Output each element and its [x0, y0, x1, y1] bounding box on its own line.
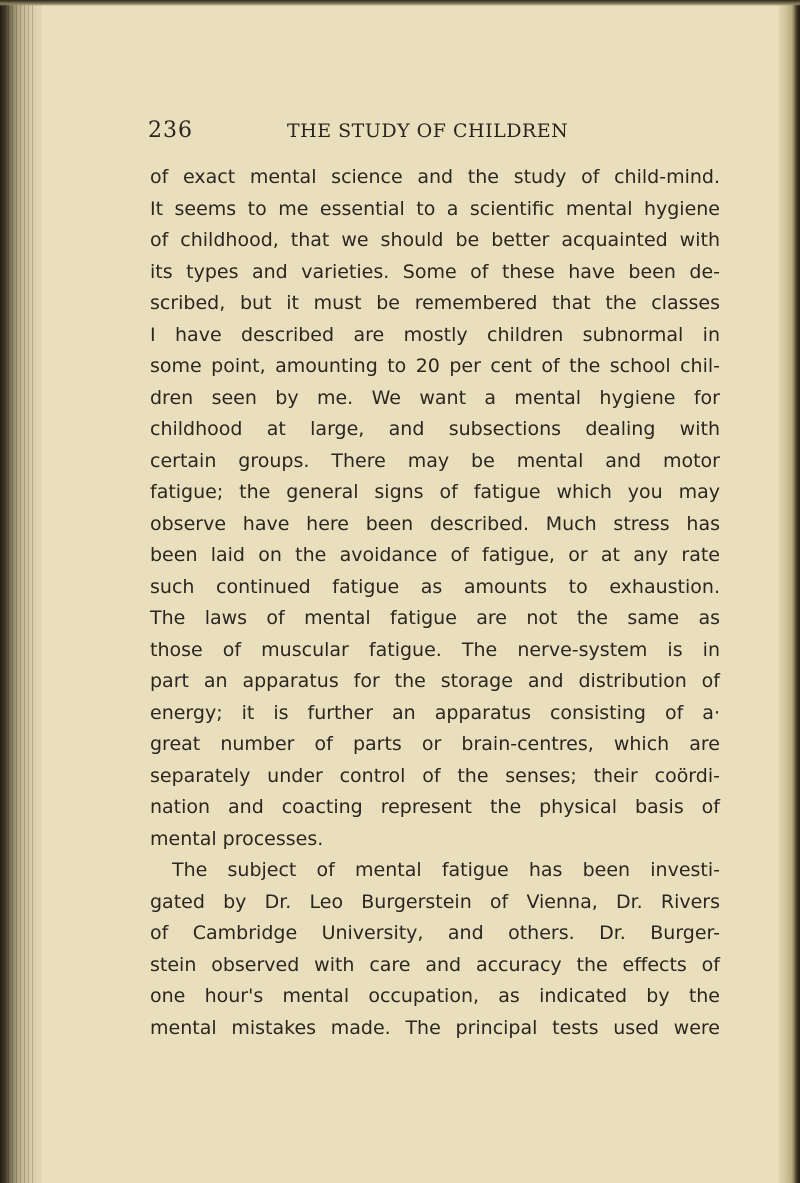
text-line: scribed, but it must be remembered that the classes	[150, 292, 720, 314]
page-edges-left	[4, 0, 34, 1183]
running-head: THE STUDY OF CHILDREN	[287, 120, 569, 142]
body-text	[150, 162, 720, 1044]
text-line: those of muscular fatigue. The nerve-system is in	[150, 638, 720, 661]
text-line: mental mistakes made. The principal tests used were	[150, 1016, 720, 1039]
text-line: its types and varieties. Some of these have been de-	[150, 260, 720, 283]
text-line: of Cambridge University, and others. Dr. Burger-	[150, 922, 720, 944]
text-line: certain groups. There may be mental and motor	[150, 449, 720, 472]
paragraph-start-line: The subject of mental fatigue has been investi-	[172, 859, 720, 881]
text-line: fatigue; the general signs of fatigue which you may	[150, 481, 720, 503]
text-line: of exact mental science and the study of child-mind.	[150, 166, 720, 188]
text-line: one hour's mental occupation, as indicated by the	[150, 985, 720, 1007]
text-line: stein observed with care and accuracy the effects of	[150, 953, 720, 976]
text-line: energy; it is further an apparatus consisting of a·	[150, 701, 720, 724]
text-line: It seems to me essential to a scientific mental hygiene	[150, 197, 720, 220]
text-line: of childhood, that we should be better acquainted with	[150, 229, 720, 251]
text-line: observe have here been described. Much stress has	[150, 512, 720, 535]
text-line: great number of parts or brain-centres, which are	[150, 733, 720, 755]
text-line: dren seen by me. We want a mental hygiene for	[150, 386, 720, 409]
page-header	[150, 110, 720, 150]
paragraph-end-line: mental processes.	[150, 827, 324, 850]
text-line: gated by Dr. Leo Burgerstein of Vienna, Dr. Rivers	[150, 890, 720, 913]
text-line: I have described are mostly children subnormal in	[150, 323, 720, 346]
page-content	[150, 110, 720, 1044]
text-line: such continued fatigue as amounts to exhaustion.	[150, 575, 720, 598]
page-edge-top	[0, 0, 800, 6]
text-line: separately under control of the senses; their coördi-	[150, 764, 720, 787]
text-line: some point, amounting to 20 per cent of the school chil-	[150, 355, 720, 377]
text-line: been laid on the avoidance of fatigue, or at any rate	[150, 544, 720, 566]
text-line: childhood at large, and subsections dealing with	[150, 418, 720, 440]
text-line: nation and coacting represent the physical basis of	[150, 796, 720, 818]
page-edge-right	[778, 0, 800, 1183]
text-line: part an apparatus for the storage and distribution of	[150, 670, 720, 692]
text-line: The laws of mental fatigue are not the same as	[150, 607, 720, 629]
page-number: 236	[148, 118, 193, 143]
